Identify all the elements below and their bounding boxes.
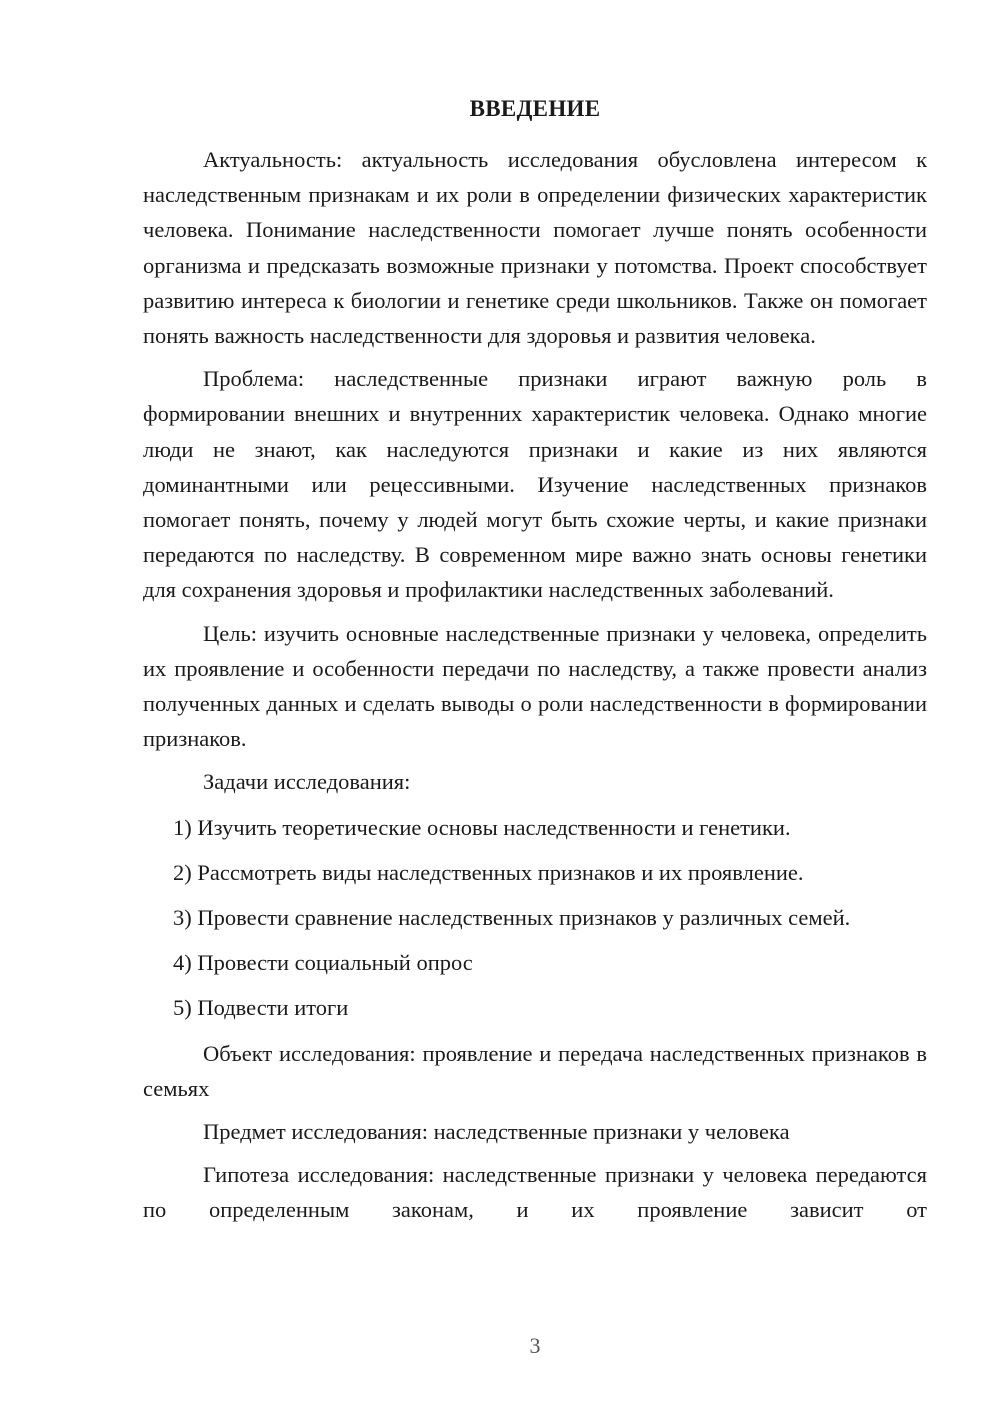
list-item: 3) Провести сравнение наследственных признаков у различных семей.	[173, 905, 851, 931]
body-text	[143, 142, 927, 1236]
relevance-paragraph: Актуальность: актуальность исследования обусловлена интересом к наследственным признакам и их роли в определении физических характеристик человека. Понимание наследственности помогает лучше понять особенности организма и предсказать возможные признаки у потомства. Проект способствует развитию интереса к биологии и генетике среди школьников. Также он помогает понять важность наследственности для здоровья и развития человека.	[143, 147, 927, 349]
list-item: 5) Подвести итоги	[173, 995, 349, 1021]
page-title: ВВЕДЕНИЕ	[469, 96, 601, 121]
page-number: 3	[529, 1333, 541, 1358]
object-paragraph: Объект исследования: проявление и передача наследственных признаков в семьях	[143, 1040, 927, 1101]
list-item: 2) Рассмотреть виды наследственных признаков и их проявление.	[173, 859, 804, 885]
list-item: 4) Провести социальный опрос	[173, 950, 473, 976]
goal-paragraph: Цель: изучить основные наследственные признаки у человека, определить их проявление и особенности передачи по наследству, а также провести анализ полученных данных и сделать выводы о роли наследственности в формировании признаков.	[143, 620, 927, 752]
tasks-heading: Задачи исследования:	[203, 769, 411, 795]
tasks-list	[143, 810, 927, 1026]
hypothesis-paragraph: Гипотеза исследования: наследственные признаки у человека передаются по определенным законам, и их проявление зависит от	[143, 1162, 927, 1223]
subject-paragraph: Предмет исследования: наследственные признаки у человека	[203, 1119, 790, 1145]
problem-paragraph: Проблема: наследственные признаки играют важную роль в формировании внешних и внутренних характеристик человека. Однако многие люди не знают, как наследуются признаки и какие из них являются доминантными или рецессивными. Изучение наследственных признаков помогает понять, почему у людей могут быть схожие черты, и какие признаки передаются по наследству. В современном мире важно знать основы генетики для сохранения здоровья и профилактики наследственных заболеваний.	[143, 366, 927, 603]
list-item: 1) Изучить теоретические основы наследственности и генетики.	[173, 814, 791, 840]
